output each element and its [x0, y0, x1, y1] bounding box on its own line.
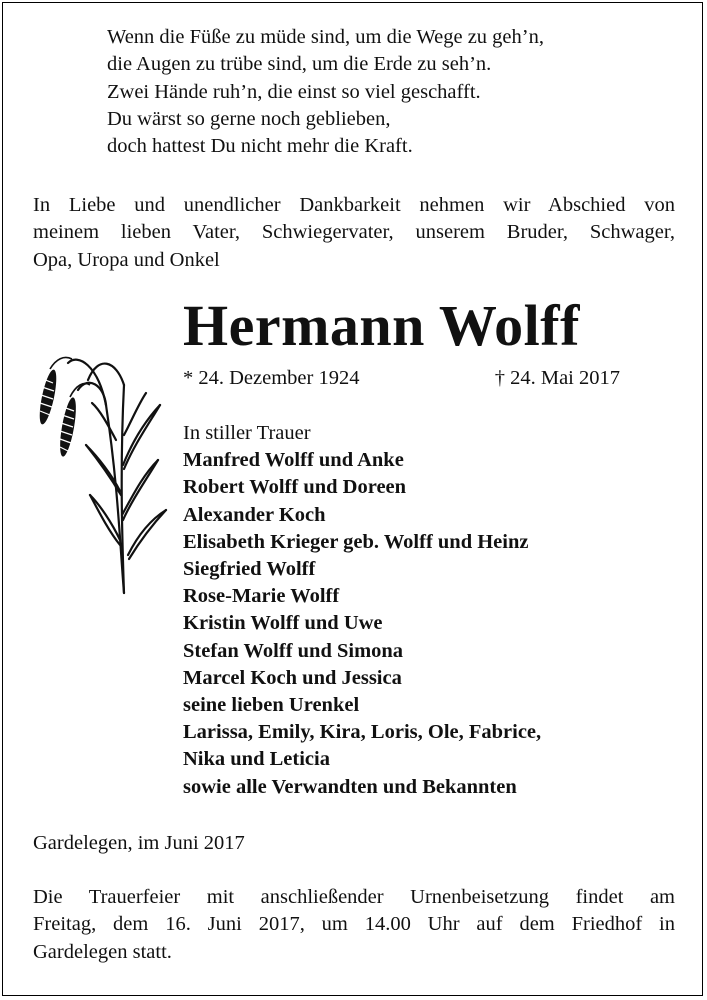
poem — [107, 24, 544, 160]
mourner-name: Larissa, Emily, Kira, Loris, Ole, Fabrice, — [183, 721, 542, 744]
farewell-line: In Liebe und unendlicher Dankbarkeit nehmen wir Abschied von — [33, 194, 675, 216]
death-date: † 24. Mai 2017 — [494, 367, 620, 389]
poem-line: Du wärst so gerne noch geblieben, — [107, 107, 391, 130]
poem-line: die Augen zu trübe sind, um die Erde zu seh’n. — [107, 53, 492, 76]
mourner-name: seine lieben Urenkel — [183, 694, 360, 717]
mourner-name: Rose-Marie Wolff — [183, 585, 340, 608]
mourner-name: sowie alle Verwandten und Bekannten — [183, 775, 517, 798]
mourner-name: Stefan Wolff und Simona — [183, 639, 404, 662]
mourner-name: Siegfried Wolff — [183, 558, 316, 581]
mourner-name: Robert Wolff und Doreen — [183, 476, 407, 499]
birth-date: * 24. Dezember 1924 — [183, 367, 360, 389]
ceremony-line: Gardelegen statt. — [33, 940, 172, 963]
mourner-name: Elisabeth Krieger geb. Wolff und Heinz — [183, 530, 529, 553]
poem-line: Zwei Hände ruh’n, die einst so viel geschafft. — [107, 80, 481, 103]
mourner-name: Alexander Koch — [183, 503, 326, 526]
mourners-list — [183, 420, 541, 801]
wheat-icon — [28, 345, 168, 600]
farewell-line: meinem lieben Vater, Schwiegervater, unserem Bruder, Schwager, — [33, 221, 675, 244]
farewell-line: Opa, Uropa und Onkel — [33, 248, 220, 271]
mourners-heading: In stiller Trauer — [183, 422, 311, 444]
place-date: Gardelegen, im Juni 2017 — [33, 832, 245, 854]
poem-line: Wenn die Füße zu müde sind, um die Wege zu geh’n, — [107, 26, 544, 48]
farewell-text — [33, 192, 675, 274]
deceased-name: Hermann Wolff — [183, 293, 580, 358]
ceremony-line: Die Trauerfeier mit anschließender Urnenbeisetzung findet am — [33, 886, 675, 908]
mourner-name: Nika und Leticia — [183, 748, 330, 771]
mourner-name: Marcel Koch und Jessica — [183, 666, 402, 689]
poem-line: doch hattest Du nicht mehr die Kraft. — [107, 135, 413, 158]
mourner-name: Manfred Wolff und Anke — [183, 449, 404, 472]
mourner-name: Kristin Wolff und Uwe — [183, 612, 383, 635]
ceremony-line: Freitag, dem 16. Juni 2017, um 14.00 Uhr auf dem Friedhof in — [33, 913, 675, 936]
ceremony-info — [33, 884, 675, 966]
